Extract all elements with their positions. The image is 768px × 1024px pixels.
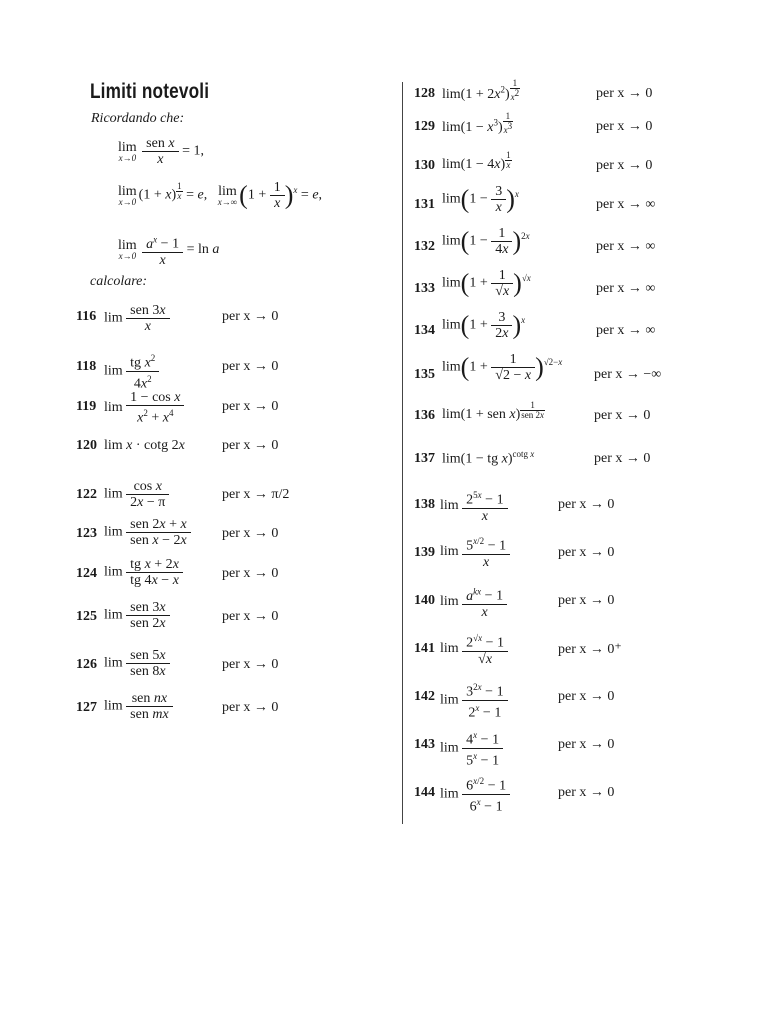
exercise-number: 118 xyxy=(76,359,97,374)
exercise-expression: lim $\frac{4^x - 1}{5^x - 1}$ xyxy=(440,728,503,768)
exercise-condition: per x → 0 xyxy=(596,86,653,101)
exercise-number: 141 xyxy=(414,641,435,656)
exercise-number: 130 xyxy=(414,158,435,173)
exercise-condition: per x → −∞ xyxy=(594,367,662,382)
exercise-condition: per x → 0 xyxy=(222,566,279,581)
exercise-condition: per x → 0 xyxy=(222,438,279,453)
exercise-number: 131 xyxy=(414,197,435,212)
exercise-number: 126 xyxy=(76,657,97,672)
exercise-number: 135 xyxy=(414,367,435,382)
exercise-number: 144 xyxy=(414,785,435,800)
exercise-expression: lim(1 − tg x)$^{cotg x}$ xyxy=(442,449,535,467)
exercise-number: 128 xyxy=(414,86,435,101)
exercise-condition: per x → 0 xyxy=(558,737,615,752)
exercise-number: 133 xyxy=(414,281,435,296)
exercise-expression: lim $\frac{\text{sen 5x}}{\text{sen 8x}}$ xyxy=(104,648,170,679)
calcolare-label: calcolare: xyxy=(90,274,148,289)
exercise-condition: per x → 0 xyxy=(558,497,615,512)
exercise-expression: lim $\frac{3^{2x} - 1}{2^x - 1}$ xyxy=(440,680,508,720)
reference-formula-2: lim x→0 (1 + x) $^{\frac{1}{x}}$ = e, lim x→∞ (1 + $\frac{1}{x}$ )$^x$ = e, xyxy=(118,180,323,211)
exercise-number: 139 xyxy=(414,545,435,560)
reference-formula-1: lim x→0 $\frac{\text{sen x}}{x}$ = 1, xyxy=(118,136,204,167)
exercise-expression: lim $\frac{\text{sen 3x}}{x}$ xyxy=(104,303,170,334)
exercise-number: 137 xyxy=(414,451,435,466)
exercise-condition: per x → ∞ xyxy=(596,323,656,338)
exercise-number: 132 xyxy=(414,239,435,254)
exercise-number: 129 xyxy=(414,119,435,134)
exercise-condition: per x → 0 xyxy=(222,399,279,414)
exercise-condition: per x → 0 xyxy=(222,700,279,715)
exercise-expression: lim $\frac{\text{sen nx}}{\text{sen mx}}$ xyxy=(104,691,173,722)
exercise-condition: per x → 0 xyxy=(222,359,279,374)
exercise-number: 119 xyxy=(76,399,97,414)
exercise-condition: per x → 0 xyxy=(558,545,615,560)
exercise-condition: per x → 0 xyxy=(558,785,615,800)
exercise-condition: per x → 0 xyxy=(596,158,653,173)
exercise-expression: $\lim(1 - x^3)$ $^{\frac{1}{x^3}}$ xyxy=(442,111,513,136)
exercise-expression: lim(1 + $\frac{1}{√2 - x}$ )$^{√2-x}$ xyxy=(442,352,563,383)
exercise-expression: lim(1 + $\frac{1}{√x}$ )$^{√x}$ xyxy=(442,268,531,299)
exercise-number: 140 xyxy=(414,593,435,608)
exercise-expression: lim $\frac{tg x^2}{4x^2}$ xyxy=(104,351,159,391)
intro-text: Ricordando che: xyxy=(91,111,185,126)
exercise-number: 143 xyxy=(414,737,435,752)
exercise-condition: per x → ∞ xyxy=(596,197,656,212)
exercise-condition: per x → 0 xyxy=(222,609,279,624)
exercise-expression: lim(1 + sen x) $^{\frac{1}{\text{sen 2x}}}$ xyxy=(442,400,545,423)
exercise-expression: lim $\frac{\text{tg x + 2x}}{tg 4x - x}$ xyxy=(104,557,183,588)
exercise-number: 120 xyxy=(76,438,97,453)
exercise-condition: per x → 0 xyxy=(596,119,653,134)
exercise-condition: per x → ∞ xyxy=(596,281,656,296)
exercise-expression: lim $\frac{a^{kx} - 1}{x}$ xyxy=(440,584,507,620)
exercise-expression: lim $\frac{\text{cos x}}{2x - \pi}$ xyxy=(104,479,169,510)
reference-formula-3: lim x→0 $\frac{a^x - 1}{x}$ = ln a xyxy=(118,234,220,268)
exercise-expression: $\lim(1 + 2x^2)$ $^{\frac{1}{x^2}}$ xyxy=(442,78,520,103)
exercise-number: 136 xyxy=(414,408,435,423)
exercise-expression: lim $\frac{\text{sen 3x}}{\text{sen 2x}}$ xyxy=(104,600,170,631)
exercise-number: 134 xyxy=(414,323,435,338)
exercise-expression: lim(1 − $\frac{1}{4x}$ )$^{2x}$ xyxy=(442,226,530,257)
exercise-condition: per x → 0 xyxy=(558,689,615,704)
exercise-expression: lim $\frac{5^{x/2} - 1}{x}$ xyxy=(440,534,510,570)
exercise-expression: lim $\frac{6^{x/2} - 1}{6^x - 1}$ xyxy=(440,774,510,814)
exercise-expression: lim(1 − $\frac{3}{x}$ )$^x$ xyxy=(442,184,519,215)
exercise-number: 127 xyxy=(76,700,97,715)
column-divider xyxy=(402,82,403,824)
page-title: Limiti notevoli xyxy=(90,80,210,103)
exercise-expression: lim(1 − 4x) $^{\frac{1}{x}}$ xyxy=(442,150,511,173)
exercise-number: 142 xyxy=(414,689,435,704)
exercise-expression: lim x · cotg 2x xyxy=(104,438,185,453)
exercise-expression: lim $\frac{2^{√x} - 1}{√x}$ xyxy=(440,631,508,667)
exercise-expression: lim(1 + $\frac{3}{2x}$ )$^x$ xyxy=(442,310,526,341)
exercise-condition: per x → 0 xyxy=(594,451,651,466)
exercise-condition: per x → 0 xyxy=(558,593,615,608)
exercise-condition: per x → ∞ xyxy=(596,239,656,254)
exercise-number: 123 xyxy=(76,526,97,541)
exercise-number: 122 xyxy=(76,487,97,502)
exercise-expression: lim $\frac{2^{5x} - 1}{x}$ xyxy=(440,488,508,524)
exercise-expression: lim $\frac{\text{1 − cos x}}{x^2 + x^4}$ xyxy=(104,390,184,426)
exercise-condition: per x → 0⁺ xyxy=(558,642,622,657)
exercise-condition: per x → 0 xyxy=(594,408,651,423)
exercise-condition: per x → 0 xyxy=(222,657,279,672)
exercise-condition: per x → 0 xyxy=(222,309,279,324)
exercise-number: 116 xyxy=(76,309,97,324)
exercise-expression: lim $\frac{\text{sen 2x + x}}{\text{sen x − 2x}}$ xyxy=(104,517,191,548)
exercise-number: 125 xyxy=(76,609,97,624)
exercise-number: 138 xyxy=(414,497,435,512)
exercise-condition: per x → π/2 xyxy=(222,487,290,502)
exercise-condition: per x → 0 xyxy=(222,526,279,541)
exercise-number: 124 xyxy=(76,566,97,581)
